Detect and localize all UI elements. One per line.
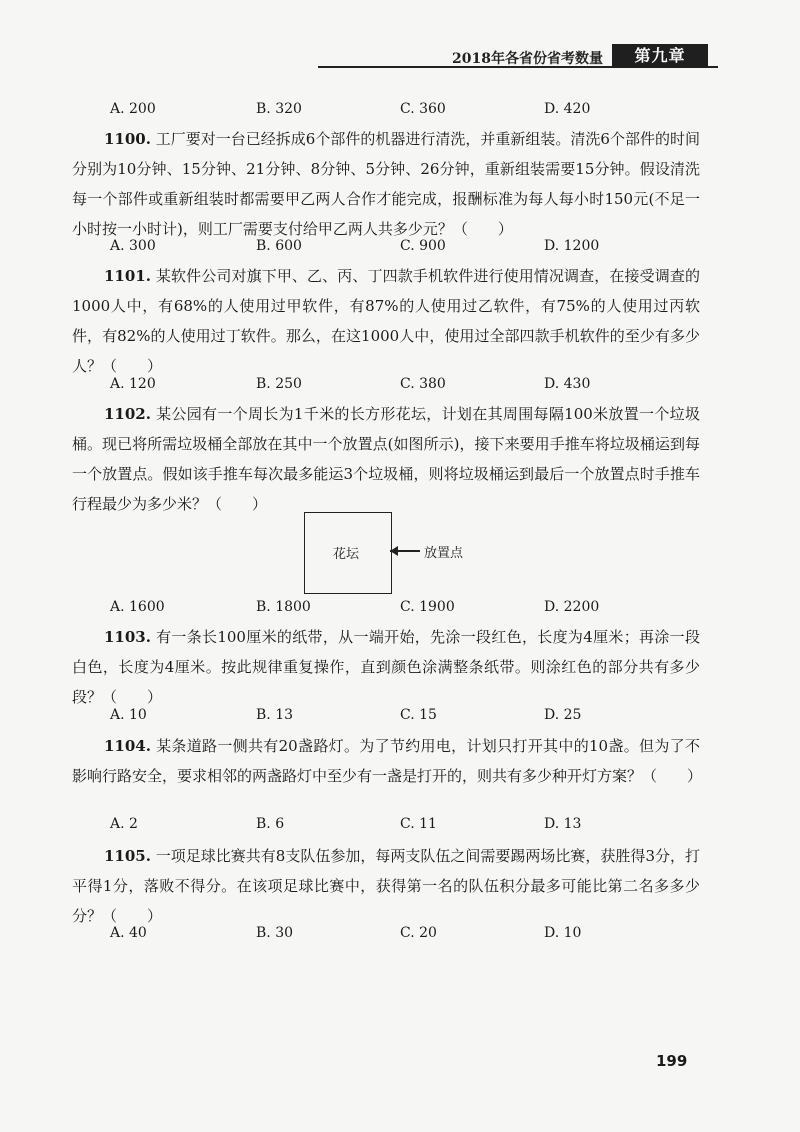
option-b: B. 320 xyxy=(256,101,302,117)
option-c: C. 1900 xyxy=(400,599,455,615)
option-d: D. 25 xyxy=(544,707,582,723)
option-d: D. 13 xyxy=(544,816,582,832)
question-number: 1104. xyxy=(104,737,151,755)
option-c: C. 15 xyxy=(400,707,437,723)
option-a: A. 10 xyxy=(110,707,147,723)
question-text: 一项足球比赛共有8支队伍参加，每两支队伍之间需要踢两场比赛，获胜得3分，打平得1分，落败不得分。在该项足球比赛中，获得第一名的队伍积分最多可能比第二名多多少分？（ ） xyxy=(72,847,700,925)
option-c: C. 380 xyxy=(400,376,446,392)
option-a: A. 2 xyxy=(110,816,138,832)
option-a: A. 300 xyxy=(110,238,156,254)
option-b: B. 600 xyxy=(256,238,302,254)
question-1102-options xyxy=(110,599,670,621)
option-d: D. 420 xyxy=(544,101,591,117)
question-1104-options xyxy=(110,816,670,838)
question-1103-options xyxy=(110,707,670,729)
question-number: 1103. xyxy=(104,628,151,646)
question-number: 1101. xyxy=(104,267,151,285)
option-d: D. 1200 xyxy=(544,238,600,254)
option-b: B. 250 xyxy=(256,376,302,392)
question-1102 xyxy=(72,399,700,519)
option-a: A. 40 xyxy=(110,925,147,941)
question-1103 xyxy=(72,622,700,712)
arrow-line xyxy=(390,550,420,552)
question-number: 1100. xyxy=(104,130,151,148)
option-c: C. 20 xyxy=(400,925,437,941)
question-text: 某条道路一侧共有20盏路灯。为了节约用电，计划只打开其中的10盏。但为了不影响行路安全，要求相邻的两盏路灯中至少有一盏是打开的，则共有多少种开灯方案？（ ） xyxy=(72,737,703,785)
option-c: C. 360 xyxy=(400,101,446,117)
flowerbed-label: 花坛 xyxy=(333,547,360,562)
question-1105-options xyxy=(110,925,670,947)
question-number: 1105. xyxy=(104,847,151,865)
question-1101 xyxy=(72,261,700,381)
option-a: A. 1600 xyxy=(110,599,165,615)
question-number: 1102. xyxy=(104,405,151,423)
header-book-title: 2018年各省份省考数量 xyxy=(452,51,603,67)
option-d: D. 430 xyxy=(544,376,591,392)
option-b: B. 13 xyxy=(256,707,294,723)
option-b: B. 30 xyxy=(256,925,294,941)
option-c: C. 900 xyxy=(400,238,446,254)
question-1101-options xyxy=(110,376,670,398)
header-chapter-badge: 第九章 xyxy=(612,44,708,68)
option-a: A. 120 xyxy=(110,376,156,392)
option-c: C. 11 xyxy=(400,816,437,832)
page-number: 199 xyxy=(656,1052,688,1070)
question-text: 有一条长100厘米的纸带，从一端开始，先涂一段红色，长度为4厘米；再涂一段白色，长度为4厘米。按此规律重复操作，直到颜色涂满整条纸带。则涂红色的部分共有多少段？（ ） xyxy=(72,628,700,706)
question-text: 某软件公司对旗下甲、乙、丙、丁四款手机软件进行使用情况调查，在接受调查的1000人中，有68%的人使用过甲软件，有87%的人使用过乙软件，有75%的人使用过丙软件，有82%的人使用过丁软件。那么，在这1000人中，使用过全部四款手机软件的至少有多少人？（ ） xyxy=(72,267,700,375)
option-b: B. 1800 xyxy=(256,599,311,615)
option-d: D. 10 xyxy=(544,925,582,941)
option-b: B. 6 xyxy=(256,816,285,832)
option-a: A. 200 xyxy=(110,101,156,117)
prev-question-options xyxy=(110,101,670,123)
question-1105 xyxy=(72,841,700,931)
question-1100-options xyxy=(110,238,670,260)
question-1100 xyxy=(72,124,700,244)
placement-point-label: 放置点 xyxy=(424,546,464,561)
question-text: 工厂要对一台已经拆成6个部件的机器进行清洗，并重新组装。清洗6个部件的时间分别为10分钟、15分钟、21分钟、8分钟、5分钟、26分钟，重新组装需要15分钟。假设清洗每一个部件或重新组装时都需要甲乙两人合作才能完成，报酬标准为每人每小时150元(不足一小时按一小时计)，则工厂需要支付给甲乙两人共多少元？（ ） xyxy=(72,130,700,238)
question-1104 xyxy=(72,731,703,791)
question-text: 某公园有一个周长为1千米的长方形花坛，计划在其周围每隔100米放置一个垃圾桶。现已将所需垃圾桶全部放在其中一个放置点(如图所示)，接下来要用手推车将垃圾桶运到每一个放置点。假如该手推车每次最多能运3个垃圾桶，则将垃圾桶运到最后一个放置点时手推车行程最少为多少米？（ ） xyxy=(72,405,700,513)
option-d: D. 2200 xyxy=(544,599,600,615)
